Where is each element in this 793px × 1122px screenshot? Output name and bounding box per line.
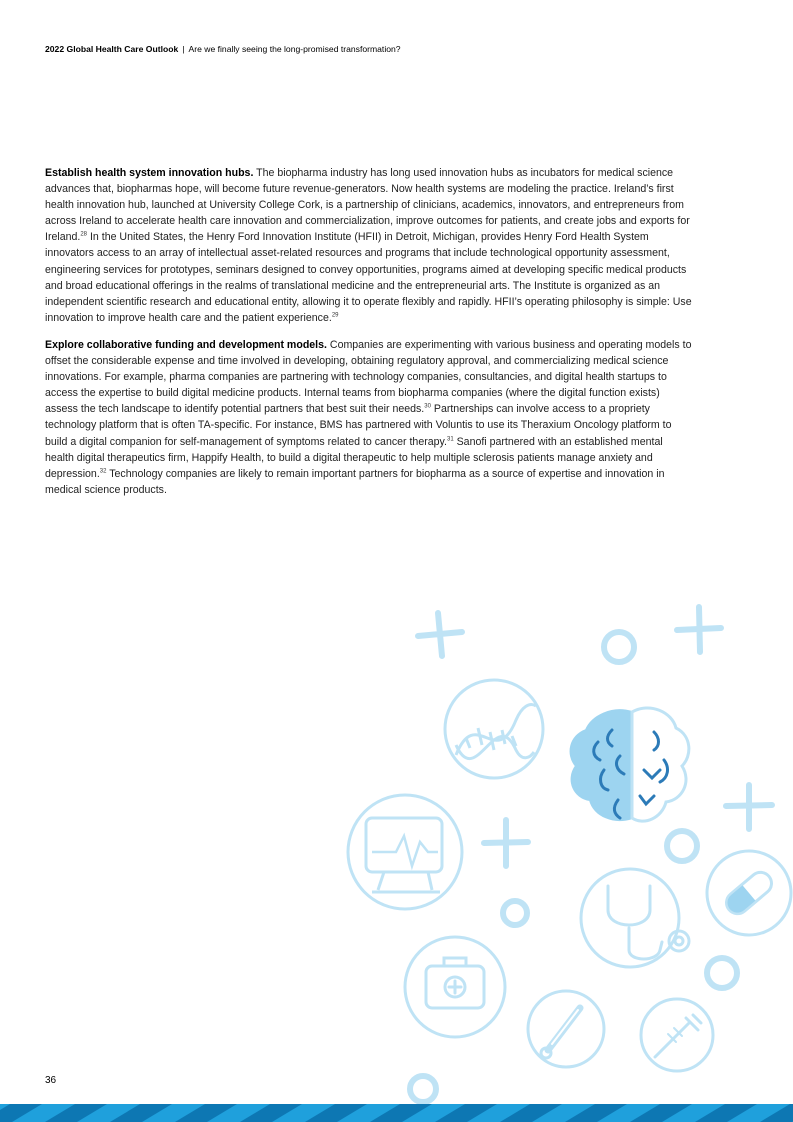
paragraph-collaborative-funding [45, 337, 693, 498]
plus-icon [484, 820, 528, 866]
header-separator: | [182, 44, 185, 54]
circle-icon [667, 831, 697, 861]
monitor-heartbeat-icon [348, 795, 462, 909]
paragraph-text: Companies are experimenting with various business and operating models to offset the considerable expense and time involved in developing, obtaining regulatory approval, and commercializing medical science innovations. For example, pharma companies are partnering with technology companies, consultancies, and digital health startups to access the expertise to build digital medicine products. Internal teams from biopharma companies (where the digital function exists) assess the tech landscape to identify potential partners that best suit their needs. [45, 338, 692, 416]
plus-icon [418, 613, 462, 656]
paragraph-text: In the United States, the Henry Ford Innovation Institute (HFII) in Detroit, Michigan, provides Henry Ford Health System innovators access to an array of intellectual asset-related resources and programs that include technological opportunity assessment, engineering services for prototypes, seminars designed to convey opportunities, programs aimed at developing specific medical products and broad educational offerings in the realms of translational medicine and the entrepreneurial arts. The Institute is organized as an independent scientific research and educational entity, allowing it to operate flexibly and rapidly. HFII’s operating philosophy is simple: Use innovation to improve health care and the patient experience. [45, 231, 692, 324]
plus-icon [677, 607, 721, 652]
circle-icon [503, 901, 527, 925]
circle-icon [410, 1076, 436, 1102]
health-icons-illustration [330, 595, 793, 1105]
paragraph-text: Partnerships can involve access to a propriety technology platform that is often TA-specific. For instance, BMS has partnered with Voluntis to use its Theraxium Oncology platform to build a digital companion for self-management of symptoms related to cancer therapy. [45, 403, 672, 448]
circle-icon [707, 958, 737, 988]
report-subtitle: Are we finally seeing the long-promised transformation? [188, 44, 401, 54]
running-header [45, 44, 401, 54]
decorative-stripe-band [0, 1104, 793, 1122]
pill-capsule-icon [707, 851, 791, 935]
circle-icon [604, 632, 634, 662]
footnote-ref[interactable]: 28 [80, 231, 88, 238]
footnote-ref[interactable]: 30 [424, 403, 431, 410]
paragraph-lead: Explore collaborative funding and development models. [45, 338, 327, 351]
paragraph-lead: Establish health system innovation hubs. [45, 167, 254, 179]
footnote-ref[interactable]: 29 [331, 312, 339, 319]
dna-icon [445, 680, 543, 778]
plus-icon [726, 785, 772, 829]
stethoscope-icon [581, 869, 689, 967]
thermometer-icon [528, 991, 604, 1067]
body-text [45, 165, 693, 509]
page-number: 36 [45, 1075, 57, 1086]
footnote-ref[interactable]: 31 [446, 435, 454, 442]
brain-icon [571, 708, 689, 821]
first-aid-kit-icon [405, 937, 505, 1037]
paragraph-text: Sanofi partnered with an established mental health digital therapeutics firm, Happify Health, to build a digital therapeutic to help multiple sclerosis patients manage anxiety and depression. [45, 435, 663, 480]
syringe-icon [641, 999, 713, 1071]
paragraph-text: The biopharma industry has long used innovation hubs as incubators for medical science advances that, biopharmas hope, will become future revenue-generators. Now health systems are modeling the practice. Ireland’s first health innovation hub, launched at University College Cork, is a partnership of clinicians, academics, innovators, and entrepreneurs from across Ireland to accelerate health care innovation and commercialization, improve outcomes for patients, and create jobs and exports for Ireland. [45, 167, 690, 244]
paragraph-innovation-hubs [45, 165, 693, 326]
paragraph-text: Technology companies are likely to remain important partners for biopharma as a source of expertise and innovation in medical science products. [45, 467, 665, 496]
report-title: 2022 Global Health Care Outlook [45, 44, 179, 54]
footnote-ref[interactable]: 32 [99, 468, 107, 475]
